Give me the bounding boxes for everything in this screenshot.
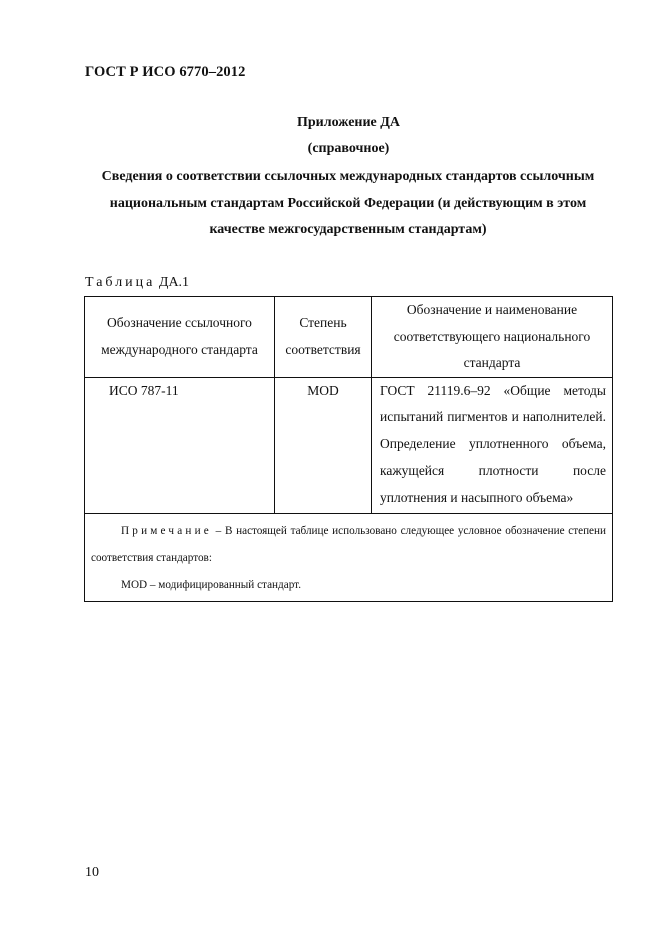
table-header-row — [85, 297, 613, 378]
table-caption — [85, 275, 189, 291]
column-header-national: Обозначение и наименование соответствующего национального стандарта — [372, 297, 613, 378]
note-label: Примечание — [121, 525, 212, 538]
table-caption-prefix: Таблица — [85, 275, 156, 290]
cell-national-standard: ГОСТ 21119.6–92 «Общие методы испытаний пигментов и наполнителей. Определение уплотненного объема, кажущейся плотности после уплотнения и насыпного объема» — [372, 377, 613, 514]
correspondence-table — [84, 296, 613, 602]
note-legend: MOD – модифицированный стандарт. — [121, 579, 301, 592]
table-note-row — [85, 514, 613, 601]
cell-degree-of-correspondence: MOD — [275, 377, 372, 514]
annex-type: (справочное) — [307, 141, 390, 156]
table-caption-number: ДА.1 — [158, 275, 190, 290]
table-note — [85, 514, 613, 601]
annex-title: Приложение ДА — [296, 115, 401, 130]
page-number: 10 — [85, 865, 99, 880]
standard-code: ГОСТ Р ИСО 6770–2012 — [85, 64, 246, 80]
column-header-international: Обозначение ссылочного международного стандарта — [85, 297, 275, 378]
cell-international-standard: ИСО 787-11 — [85, 377, 275, 514]
note-text: – В настоящей таблице использовано следующее условное обозначение степени соответствия стандартов: — [91, 525, 607, 565]
table-row — [85, 377, 613, 514]
column-header-degree: Степень соответствия — [275, 297, 372, 378]
annex-heading: Сведения о соответствии ссылочных международных стандартов ссылочным национальным стандартам Российской Федерации (и действующим в этом качестве межгосударственным стандартам) — [101, 169, 595, 237]
